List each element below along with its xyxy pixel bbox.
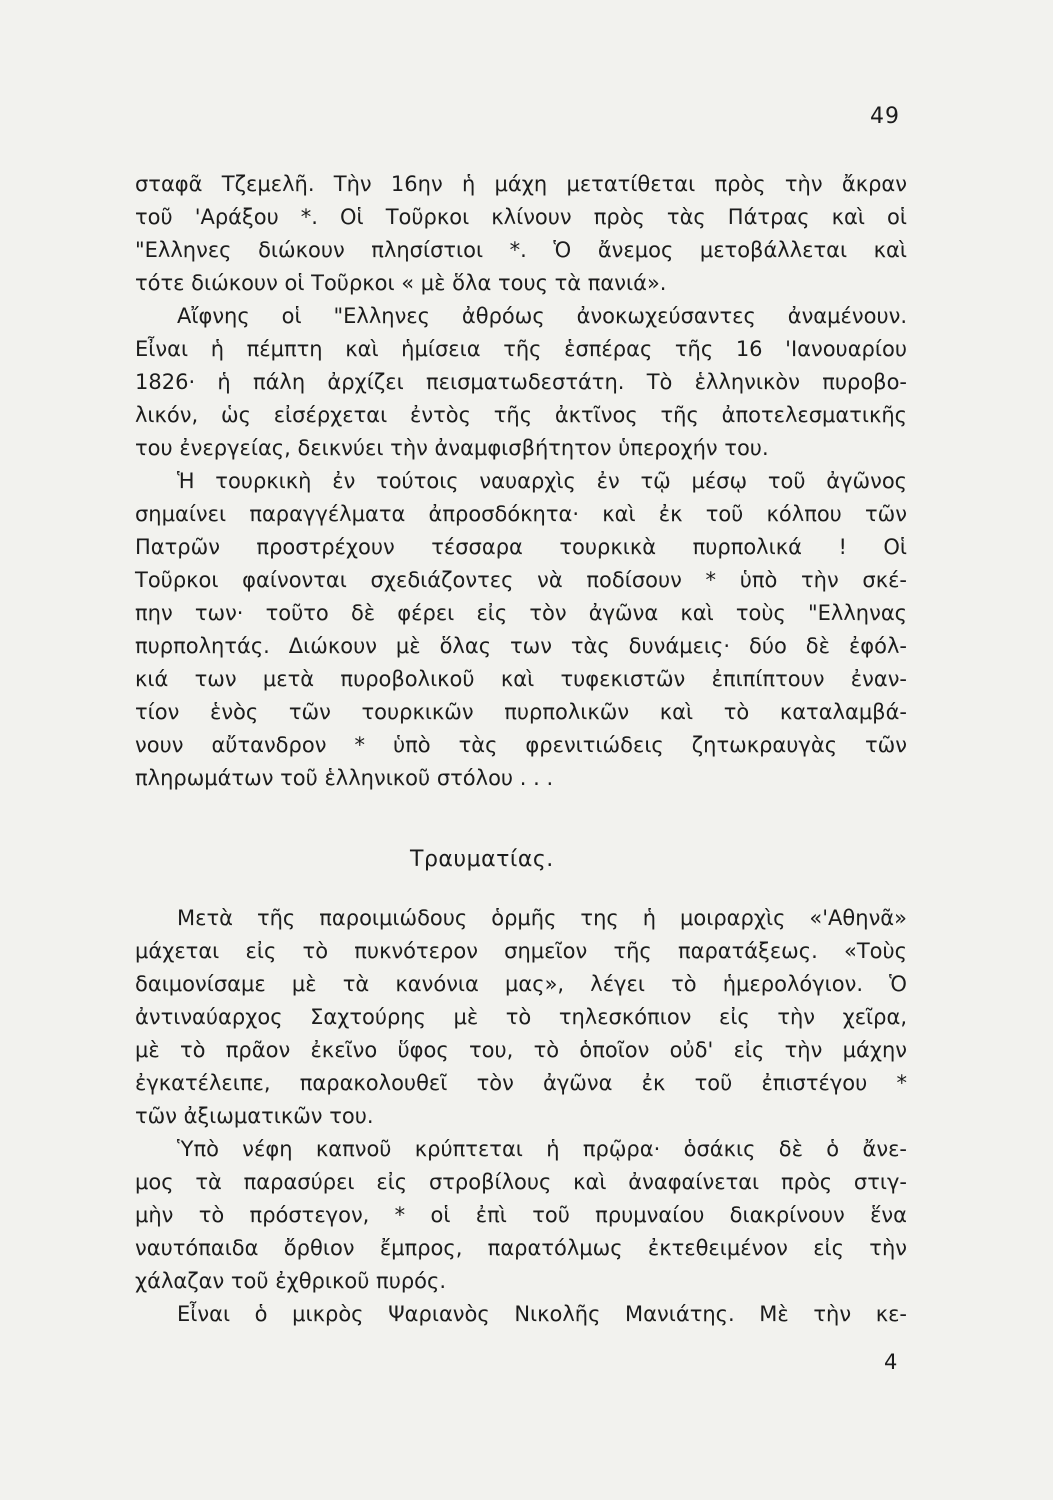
text-line: ἀντιναύαρχος Σαχτούρης μὲ τὸ τηλεσκόπιον εἰς τὴν χεῖρα, xyxy=(135,1005,907,1029)
text-line: Μετὰ τῆς παροιμιώδους ὁρμῆς της ἡ μοιραρχὶς «'Αθηνᾶ» xyxy=(177,906,907,930)
text-line: Αἴφνης οἱ "Ελληνες ἀθρόως ἀνοκωχεύσαντες ἀναμένουν. xyxy=(177,304,907,328)
text-line: Εἶναι ὁ μικρὸς Ψαριανὸς Νικολῆς Μανιάτης. Μὲ τὴν κε- xyxy=(177,1302,907,1326)
signature-mark: 4 xyxy=(884,1350,898,1374)
text-line: ἐγκατέλειπε, παρακολουθεῖ τὸν ἀγῶνα ἐκ τοῦ ἐπιστέγου * xyxy=(135,1071,907,1095)
text-line: τότε διώκουν οἱ Τοῦρκοι « μὲ ὅλα τους τὰ πανιά». xyxy=(135,271,667,295)
text-line: τῶν ἀξιωματικῶν του. xyxy=(135,1104,374,1128)
text-line: κιά των μετὰ πυροβολικοῦ καὶ τυφεκιστῶν ἐπιπίπτουν ἐναν- xyxy=(135,667,907,691)
text-line: "Ελληνες διώκουν πλησίστιοι *. Ὁ ἄνεμος μετοβάλλεται καὶ xyxy=(135,238,907,262)
text-line: Ὑπὸ νέφη καπνοῦ κρύπτεται ἡ πρῷρα· ὁσάκις δὲ ὁ ἄνε- xyxy=(177,1137,907,1161)
text-line: σημαίνει παραγγέλματα ἀπροσδόκητα· καὶ ἐκ τοῦ κόλπου τῶν xyxy=(135,502,907,526)
text-line: τοῦ 'Αράξου *. Οἱ Τοῦρκοι κλίνουν πρὸς τὰς Πάτρας καὶ οἱ xyxy=(135,205,907,229)
text-line: δαιμονίσαμε μὲ τὰ κανόνια μας», λέγει τὸ ἡμερολόγιον. Ὁ xyxy=(135,972,907,996)
text-line: χάλαζαν τοῦ ἐχθρικοῦ πυρός. xyxy=(135,1269,447,1293)
text-line: του ἐνεργείας, δεικνύει τὴν ἀναμφισβήτητον ὑπεροχήν του. xyxy=(135,436,769,460)
text-line: Ἡ τουρκικὴ ἐν τούτοις ναυαρχὶς ἐν τῷ μέσῳ τοῦ ἀγῶνος xyxy=(177,469,907,493)
text-line: λικόν, ὡς εἰσέρχεται ἐντὸς τῆς ἀκτῖνος τῆς ἀποτελεσματικῆς xyxy=(135,403,907,427)
text-line: Εἶναι ἡ πέμπτη καὶ ἡμίσεια τῆς ἑσπέρας τῆς 16 'Ιανουαρίου xyxy=(135,337,907,361)
text-line: νουν αὔτανδρον * ὑπὸ τὰς φρενιτιώδεις ζητωκραυγὰς τῶν xyxy=(135,733,907,757)
text-line: ναυτόπαιδα ὄρθιον ἔμπρος, παρατόλμως ἐκτεθειμένον εἰς τὴν xyxy=(135,1236,907,1260)
text-line: μὴν τὸ πρόστεγον, * οἱ ἐπὶ τοῦ πρυμναίου διακρίνουν ἕνα xyxy=(135,1203,907,1227)
text-line: 1826· ἡ πάλη ἀρχίζει πεισματωδεστάτη. Τὸ ἑλληνικὸν πυροβο- xyxy=(135,370,907,394)
text-line: πληρωμάτων τοῦ ἑλληνικοῦ στόλου . . . xyxy=(135,766,554,790)
section-heading: Τραυματίας. xyxy=(410,847,554,872)
text-line: σταφᾶ Τζεμελῆ. Τὴν 16ην ἡ μάχη μετατίθεται πρὸς τὴν ἄκραν xyxy=(135,172,907,196)
text-line: πυρπολητάς. Διώκουν μὲ ὅλας των τὰς δυνάμεις· δύο δὲ ἐφόλ- xyxy=(135,634,907,658)
text-line: μάχεται εἰς τὸ πυκνότερον σημεῖον τῆς παρατάξεως. «Τοὺς xyxy=(135,939,907,963)
page-number: 49 xyxy=(870,104,900,129)
text-line: πην των· τοῦτο δὲ φέρει εἰς τὸν ἀγῶνα καὶ τοὺς "Ελληνας xyxy=(135,601,907,625)
section1-text xyxy=(135,168,907,795)
text-line: μος τὰ παρασύρει εἰς στροβίλους καὶ ἀναφαίνεται πρὸς στιγ- xyxy=(135,1170,907,1194)
text-line: τίον ἑνὸς τῶν τουρκικῶν πυρπολικῶν καὶ τὸ καταλαμβά- xyxy=(135,700,907,724)
section2-text xyxy=(135,902,907,1331)
text-line: μὲ τὸ πρᾶον ἐκεῖνο ὕφος του, τὸ ὁποῖον οὐδ' εἰς τὴν μάχην xyxy=(135,1038,907,1062)
text-line: Πατρῶν προστρέχουν τέσσαρα τουρκικὰ πυρπολικά ! Οἱ xyxy=(135,535,907,559)
text-line: Τοῦρκοι φαίνονται σχεδιάζοντες νὰ ποδίσουν * ὑπὸ τὴν σκέ- xyxy=(135,568,907,592)
